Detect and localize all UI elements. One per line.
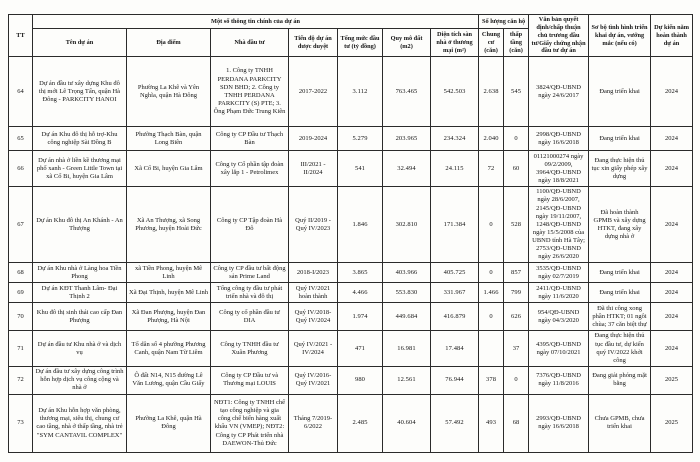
cell-dia-diem: Xã Cổ Bi, huyện Gia Lâm bbox=[127, 151, 211, 187]
header-dia-diem: Địa điểm bbox=[127, 29, 211, 57]
header-ten-du-an: Tên dự án bbox=[33, 29, 127, 57]
header-chung-cu: Chung cư (căn) bbox=[479, 29, 504, 57]
cell-van-ban: 1100/QĐ-UBND ngày 28/6/2007, 2145/QĐ-UBND ngày 19/11/2007, 1248/QĐ-UBND ngày 15/5/2008 của UBND tỉnh Hà Tây; 2753/QĐ-UBND ngày 26/6/2020 bbox=[529, 187, 589, 263]
cell-tong-muc: 1.846 bbox=[338, 187, 383, 263]
cell-ten: Dự án đầu tư xây dựng Khu đô thị mới Lê Trọng Tấn, quận Hà Đông - PARKCITY HANOI bbox=[33, 57, 127, 127]
header-dien-tich: Diện tích sàn nhà ở thương mại (m²) bbox=[431, 29, 479, 57]
table-row bbox=[9, 283, 693, 303]
cell-ten: Dự án Khu hỗn hợp văn phòng, thương mại, siêu thị, chung cư cao tầng, nhà ở thấp tầng, nhà trẻ "SYM CANTAVIL COMPLEX" bbox=[33, 394, 127, 452]
cell-tien-do: Quý IV/2021 - IV/2024 bbox=[289, 331, 338, 367]
cell-van-ban: 3535/QĐ-UBND ngày 02/7/2019 bbox=[529, 263, 589, 283]
header-tinh-hinh: Sơ bộ tình hình triển khai dự án, vướng mắc (nếu có) bbox=[589, 15, 651, 57]
header-quy-mo: Quy mô đất (m2) bbox=[383, 29, 431, 57]
cell-quy-mo: 32.494 bbox=[383, 151, 431, 187]
cell-tien-do: Quý IV/2021 hoàn thành bbox=[289, 283, 338, 303]
cell-thap-tang: 68 bbox=[504, 394, 529, 452]
cell-dia-diem: Phường Thạch Bàn, quận Long Biên bbox=[127, 127, 211, 151]
cell-du-kien: 2024 bbox=[651, 283, 693, 303]
cell-tong-muc: 541 bbox=[338, 151, 383, 187]
cell-quy-mo: 203.965 bbox=[383, 127, 431, 151]
cell-tinh-hinh: Đã thi công xong phần HTKT; 01 ngôi chùa; 37 căn biệt thự bbox=[589, 303, 651, 331]
cell-tien-do: Quý IV/2016- Quý IV/2021 bbox=[289, 366, 338, 394]
cell-tien-do: 2017-2022 bbox=[289, 57, 338, 127]
cell-tt: 69 bbox=[9, 283, 33, 303]
cell-dia-diem: Ô đất N14, N15 đường Lê Văn Lương, quận Cầu Giấy bbox=[127, 366, 211, 394]
cell-nha-dau-tu: NĐT1: Công ty TNHH chế tạo công nghiệp và gia công chế biến hàng xuất khẩu VN (VMEP); NĐT2: Công ty CP Phát triển nhà DAEWON-Thủ Đức bbox=[211, 394, 289, 452]
cell-ten: Dự án đầu tư Khu nhà ở và dịch vụ bbox=[33, 331, 127, 367]
table-row bbox=[9, 366, 693, 394]
cell-chung-cu: 0 bbox=[479, 303, 504, 331]
header-main-info-group: Một số thông tin chính của dự án bbox=[33, 15, 479, 29]
cell-tong-muc: 3.112 bbox=[338, 57, 383, 127]
cell-thap-tang: 545 bbox=[504, 57, 529, 127]
cell-thap-tang: 528 bbox=[504, 187, 529, 263]
cell-van-ban: 01121000274 ngày 09/2/2009, 3964/QĐ-UBND ngày 18/8/2021 bbox=[529, 151, 589, 187]
cell-tong-muc: 980 bbox=[338, 366, 383, 394]
cell-thap-tang: 799 bbox=[504, 283, 529, 303]
cell-tt: 68 bbox=[9, 263, 33, 283]
cell-tien-do: 2019-2024 bbox=[289, 127, 338, 151]
cell-thap-tang: 0 bbox=[504, 127, 529, 151]
cell-dia-diem: Tổ dân số 4 phường Phương Canh, quận Nam Từ Liêm bbox=[127, 331, 211, 367]
header-apartment-group: Số lượng căn hộ bbox=[479, 15, 529, 29]
cell-chung-cu: 493 bbox=[479, 394, 504, 452]
cell-nha-dau-tu: Công ty CP đầu tư bất động sản Prime Land bbox=[211, 263, 289, 283]
table-body bbox=[9, 57, 693, 453]
cell-tt: 64 bbox=[9, 57, 33, 127]
cell-tong-muc: 4.466 bbox=[338, 283, 383, 303]
cell-van-ban: 954/QĐ-UBND ngày 04/3/2020 bbox=[529, 303, 589, 331]
cell-dien-tich: 416.879 bbox=[431, 303, 479, 331]
cell-dien-tich: 234.324 bbox=[431, 127, 479, 151]
cell-quy-mo: 12.561 bbox=[383, 366, 431, 394]
cell-ten: Dự án Khu đô thị An Khánh - An Thượng bbox=[33, 187, 127, 263]
cell-thap-tang: 37 bbox=[504, 331, 529, 367]
table-row bbox=[9, 394, 693, 452]
cell-van-ban: 4395/QĐ-UBND ngày 07/10/2021 bbox=[529, 331, 589, 367]
cell-tien-do: III/2021 - II/2024 bbox=[289, 151, 338, 187]
cell-tong-muc: 3.865 bbox=[338, 263, 383, 283]
cell-ten: Dự án đầu tư xây dựng công trình hỗn hợp dịch vụ công cộng và nhà ở bbox=[33, 366, 127, 394]
cell-du-kien: 2025 bbox=[651, 394, 693, 452]
cell-du-kien: 2025 bbox=[651, 366, 693, 394]
project-table bbox=[8, 14, 693, 453]
cell-thap-tang: 626 bbox=[504, 303, 529, 331]
table-header bbox=[9, 15, 693, 57]
cell-chung-cu: 72 bbox=[479, 151, 504, 187]
cell-ten: Dự án nhà ở liền kề thương mại phố xanh - Green Little Town tại xã Cổ Bi, huyện Gia Lâm bbox=[33, 151, 127, 187]
cell-thap-tang: 60 bbox=[504, 151, 529, 187]
cell-tt: 65 bbox=[9, 127, 33, 151]
header-tong-muc: Tổng mức đầu tư (tỷ đồng) bbox=[338, 29, 383, 57]
cell-van-ban: 2411/QĐ-UBND ngày 11/6/2020 bbox=[529, 283, 589, 303]
cell-chung-cu: 2.638 bbox=[479, 57, 504, 127]
cell-tong-muc: 5.279 bbox=[338, 127, 383, 151]
cell-tt: 73 bbox=[9, 394, 33, 452]
table-row bbox=[9, 151, 693, 187]
cell-nha-dau-tu: Công ty CP Tập đoàn Hà Đô bbox=[211, 187, 289, 263]
cell-ten: Dự án Khu nhà ở Làng hoa Tiền Phong bbox=[33, 263, 127, 283]
cell-nha-dau-tu: 1. Công ty TNHH PERDANA PARKCITY SDN BHD; 2. Công ty TNHH PERDANA PARKCITY (S) PTE; 3. Ông Phạm Đức Trung Kiên bbox=[211, 57, 289, 127]
cell-du-kien: 2024 bbox=[651, 151, 693, 187]
cell-thap-tang: 0 bbox=[504, 366, 529, 394]
cell-chung-cu: 378 bbox=[479, 366, 504, 394]
cell-nha-dau-tu: Công ty cổ phần đầu tư DIA bbox=[211, 303, 289, 331]
cell-quy-mo: 403.966 bbox=[383, 263, 431, 283]
table-row bbox=[9, 127, 693, 151]
cell-dia-diem: Phường La Khê và Yên Nghĩa, quận Hà Đông bbox=[127, 57, 211, 127]
header-tt: TT bbox=[9, 15, 33, 57]
cell-ten: Dự án Khu đô thị hỗ trợ-Khu công nghiệp Sài Đồng B bbox=[33, 127, 127, 151]
header-tien-do: Tiến độ dự án được duyệt bbox=[289, 29, 338, 57]
cell-tien-do: 2018-I/2023 bbox=[289, 263, 338, 283]
cell-tong-muc: 2.485 bbox=[338, 394, 383, 452]
cell-chung-cu: 0 bbox=[479, 263, 504, 283]
cell-thap-tang: 857 bbox=[504, 263, 529, 283]
cell-tien-do: Quý IV/2018- Quý IV/2024 bbox=[289, 303, 338, 331]
cell-du-kien: 2024 bbox=[651, 331, 693, 367]
cell-dia-diem: Phường La Khê, quận Hà Đông bbox=[127, 394, 211, 452]
cell-chung-cu: 2.040 bbox=[479, 127, 504, 151]
header-thap-tang: thấp tầng (căn) bbox=[504, 29, 529, 57]
cell-tong-muc: 1.974 bbox=[338, 303, 383, 331]
cell-van-ban: 3824/QĐ-UBND ngày 24/6/2017 bbox=[529, 57, 589, 127]
cell-nha-dau-tu: Tổng công ty đầu tư phát triển nhà và đô thị bbox=[211, 283, 289, 303]
cell-nha-dau-tu: Công ty CP Đầu tư Thạch Bàn bbox=[211, 127, 289, 151]
table-row bbox=[9, 57, 693, 127]
cell-ten: Khu đô thị sinh thái cao cấp Đan Phượng bbox=[33, 303, 127, 331]
cell-tinh-hinh: Đang triển khai bbox=[589, 283, 651, 303]
cell-dia-diem: Xã Đan Phượng, huyện Đan Phượng, Hà Nội bbox=[127, 303, 211, 331]
cell-tt: 71 bbox=[9, 331, 33, 367]
cell-quy-mo: 40.604 bbox=[383, 394, 431, 452]
cell-tt: 67 bbox=[9, 187, 33, 263]
cell-tinh-hinh: Đang triển khai bbox=[589, 57, 651, 127]
header-van-ban: Văn bản quyết định/chấp thuận chủ trương đầu tư/Giấy chứng nhận đầu tư dự án bbox=[529, 15, 589, 57]
cell-tien-do: Quý II/2019 - Quý IV/2023 bbox=[289, 187, 338, 263]
cell-du-kien: 2024 bbox=[651, 57, 693, 127]
cell-tt: 70 bbox=[9, 303, 33, 331]
cell-dien-tich: 76.944 bbox=[431, 366, 479, 394]
cell-nha-dau-tu: Công ty Cổ phần tập đoàn xây lắp 1 - Petrolimex bbox=[211, 151, 289, 187]
cell-tinh-hinh: Đang triển khai bbox=[589, 127, 651, 151]
cell-quy-mo: 553.830 bbox=[383, 283, 431, 303]
cell-chung-cu: 1.466 bbox=[479, 283, 504, 303]
cell-du-kien: 2024 bbox=[651, 303, 693, 331]
cell-quy-mo: 302.810 bbox=[383, 187, 431, 263]
cell-du-kien: 2024 bbox=[651, 263, 693, 283]
cell-tinh-hinh: Đã hoàn thành GPMB và xây dựng HTKT, đang xây dựng nhà ở bbox=[589, 187, 651, 263]
cell-du-kien: 2024 bbox=[651, 187, 693, 263]
cell-chung-cu bbox=[479, 331, 504, 367]
cell-quy-mo: 763.465 bbox=[383, 57, 431, 127]
cell-van-ban: 7376/QĐ-UBND ngày 11/8/2016 bbox=[529, 366, 589, 394]
cell-dien-tich: 331.967 bbox=[431, 283, 479, 303]
cell-tt: 66 bbox=[9, 151, 33, 187]
cell-dien-tich: 405.725 bbox=[431, 263, 479, 283]
cell-tinh-hinh: Chưa GPMB, chưa triển khai bbox=[589, 394, 651, 452]
cell-quy-mo: 16.981 bbox=[383, 331, 431, 367]
cell-dien-tich: 57.492 bbox=[431, 394, 479, 452]
header-nha-dau-tu: Nhà đầu tư bbox=[211, 29, 289, 57]
cell-van-ban: 2993/QĐ-UBND ngày 16/6/2018 bbox=[529, 394, 589, 452]
cell-dia-diem: Xã Đại Thịnh, huyện Mê Linh bbox=[127, 283, 211, 303]
cell-tien-do: Tháng 7/2019- 6/2022 bbox=[289, 394, 338, 452]
cell-dia-diem: xã Tiền Phong, huyện Mê Linh bbox=[127, 263, 211, 283]
cell-van-ban: 2998/QĐ-UBND ngày 16/6/2018 bbox=[529, 127, 589, 151]
cell-nha-dau-tu: Công ty TNHH đầu tư Xuân Phương bbox=[211, 331, 289, 367]
cell-tt: 72 bbox=[9, 366, 33, 394]
cell-tinh-hinh: Đang triển khai bbox=[589, 263, 651, 283]
cell-tinh-hinh: Đang thực hiện thủ tục đầu tư, dự kiến quý IV/2022 khởi công bbox=[589, 331, 651, 367]
cell-chung-cu: 0 bbox=[479, 187, 504, 263]
cell-tinh-hinh: Đang giải phóng mặt bằng bbox=[589, 366, 651, 394]
cell-dien-tich: 17.484 bbox=[431, 331, 479, 367]
table-row bbox=[9, 187, 693, 263]
cell-du-kien: 2024 bbox=[651, 127, 693, 151]
table-row bbox=[9, 331, 693, 367]
cell-tinh-hinh: Đang thực hiện thủ tục xin giấy phép xây dựng bbox=[589, 151, 651, 187]
table-row bbox=[9, 263, 693, 283]
cell-dia-diem: Xã An Thượng, xã Song Phương, huyện Hoài Đức bbox=[127, 187, 211, 263]
cell-tong-muc: 471 bbox=[338, 331, 383, 367]
cell-dien-tich: 542.503 bbox=[431, 57, 479, 127]
cell-quy-mo: 449.684 bbox=[383, 303, 431, 331]
cell-dien-tich: 24.115 bbox=[431, 151, 479, 187]
header-du-kien: Dự kiến năm hoàn thành dự án bbox=[651, 15, 693, 57]
cell-ten: Dự án KĐT Thanh Lâm- Đại Thịnh 2 bbox=[33, 283, 127, 303]
cell-nha-dau-tu: Công ty CP Đầu tư và Thương mại LOUIS bbox=[211, 366, 289, 394]
cell-dien-tich: 171.384 bbox=[431, 187, 479, 263]
table-row bbox=[9, 303, 693, 331]
